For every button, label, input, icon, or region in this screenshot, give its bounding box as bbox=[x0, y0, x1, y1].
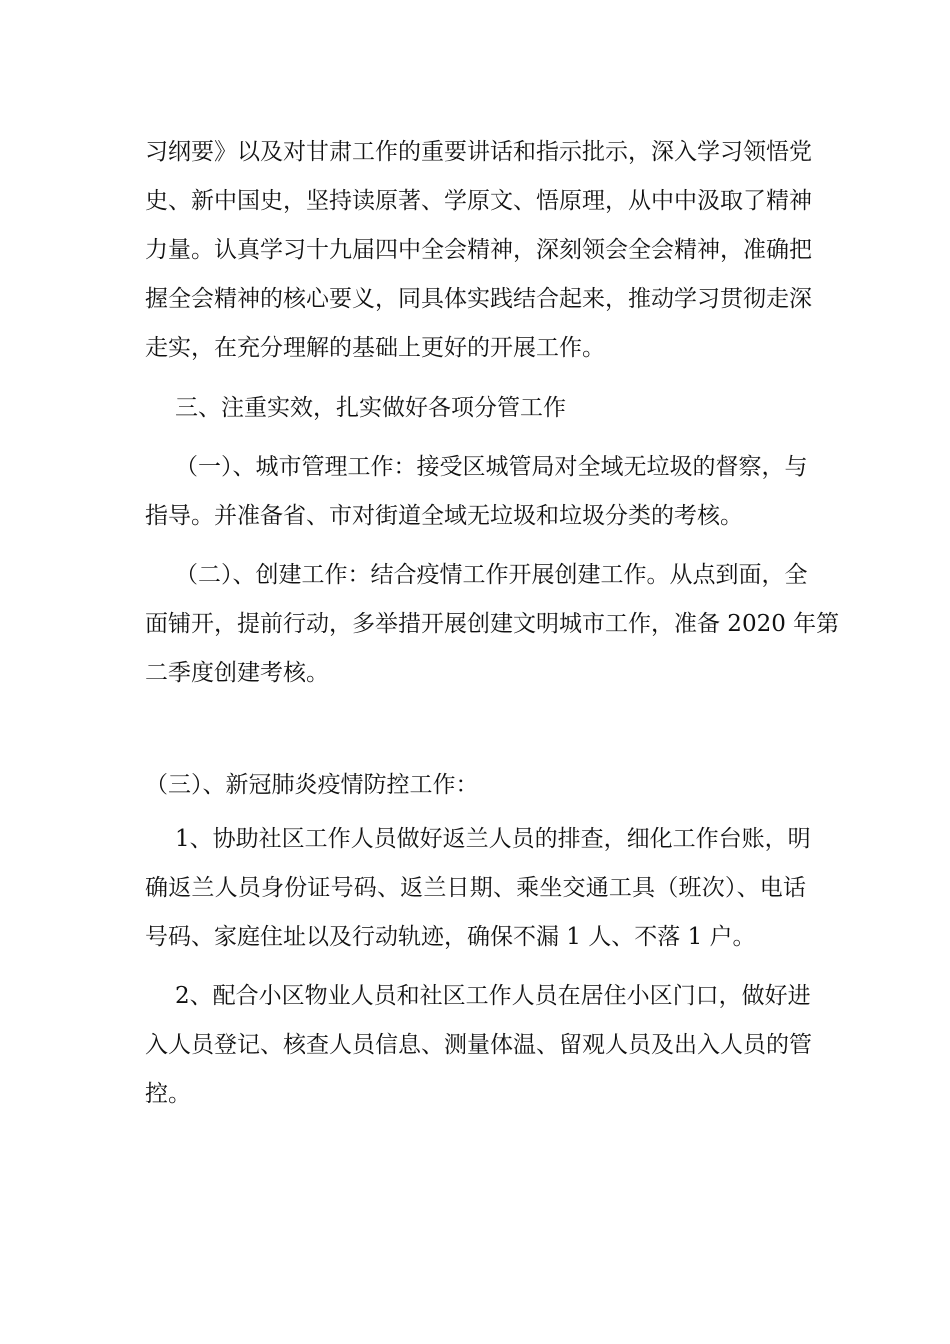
subsection-heading: （三）、新冠肺炎疫情防控工作： bbox=[145, 772, 479, 798]
paragraph-line: （二）、创建工作：结合疫情工作开展创建工作。从点到面，全 bbox=[175, 562, 808, 588]
paragraph-line: 确返兰人员身份证号码、返兰日期、乘坐交通工具（班次）、电话 bbox=[145, 875, 806, 901]
section-heading: 三、注重实效，扎实做好各项分管工作 bbox=[175, 395, 566, 421]
paragraph-line: 走实，在充分理解的基础上更好的开展工作。 bbox=[145, 335, 605, 361]
paragraph-line: 力量。认真学习十九届四中全会精神，深刻领会全会精神，准确把 bbox=[145, 237, 812, 263]
paragraph-line: （一）、城市管理工作：接受区城管局对全域无垃圾的督察，与 bbox=[175, 454, 808, 480]
paragraph-line: 指导。并准备省、市对街道全域无垃圾和垃圾分类的考核。 bbox=[145, 503, 743, 529]
paragraph-line: 习纲要》以及对甘肃工作的重要讲话和指示批示，深入学习领悟党 bbox=[145, 139, 812, 165]
paragraph-line: 面铺开，提前行动，多举措开展创建文明城市工作，准备 2020 年第 bbox=[145, 611, 840, 637]
paragraph-line: 1、协助社区工作人员做好返兰人员的排查，细化工作台账，明 bbox=[175, 826, 811, 852]
paragraph-line: 2、配合小区物业人员和社区工作人员在居住小区门口，做好进 bbox=[175, 983, 811, 1009]
paragraph-line: 控。 bbox=[145, 1081, 191, 1107]
paragraph-line: 入人员登记、核查人员信息、测量体温、留观人员及出入人员的管 bbox=[145, 1032, 812, 1058]
paragraph-line: 号码、家庭住址以及行动轨迹，确保不漏 1 人、不落 1 户。 bbox=[145, 924, 756, 950]
paragraph-line: 史、新中国史，坚持读原著、学原文、悟原理，从中中汲取了精神 bbox=[145, 188, 812, 214]
paragraph-line: 握全会精神的核心要义，同具体实践结合起来，推动学习贯彻走深 bbox=[145, 286, 812, 312]
paragraph-line: 二季度创建考核。 bbox=[145, 660, 329, 686]
